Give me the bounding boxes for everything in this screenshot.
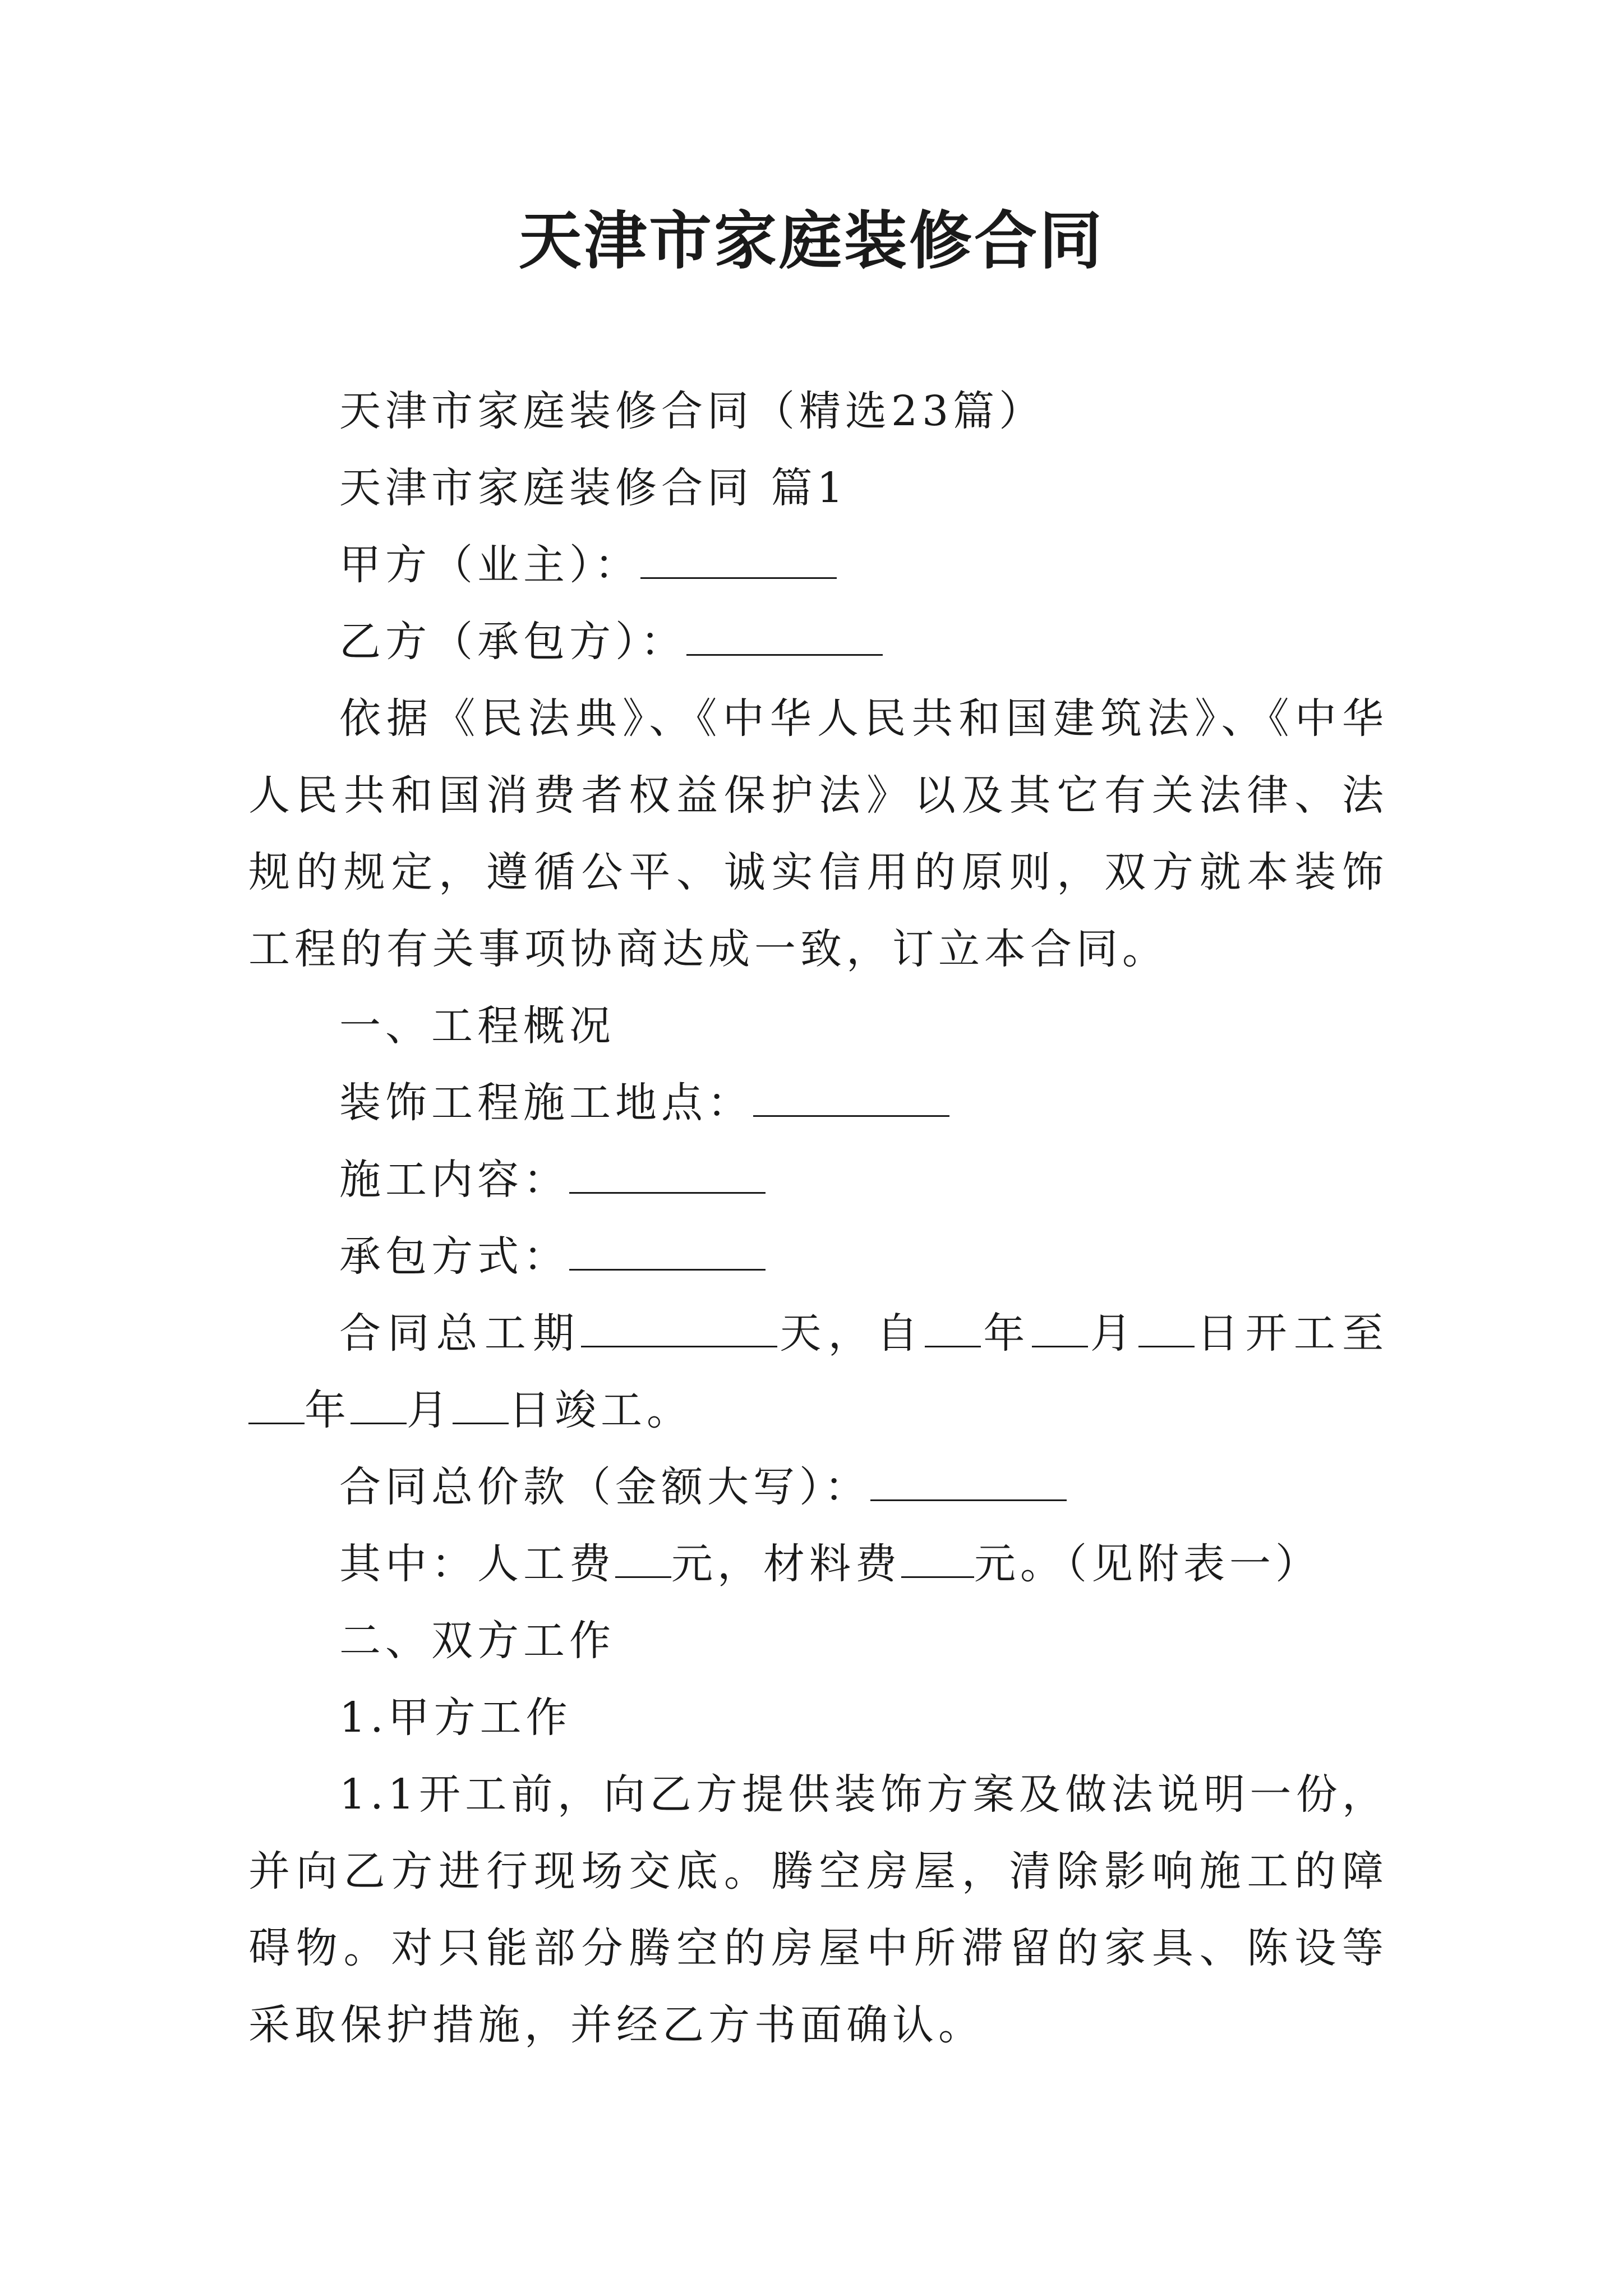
duration-text-h: 日竣工。 xyxy=(509,1386,693,1434)
end-year-blank xyxy=(248,1389,305,1424)
material-cost-blank xyxy=(901,1543,974,1578)
duration-text-g: 月 xyxy=(407,1386,453,1434)
paragraph-section-heading: 天津市家庭装修合同 篇1 xyxy=(339,464,848,512)
work-content-label: 施工内容： xyxy=(339,1156,569,1204)
party-b-label: 乙方（承包方）： xyxy=(339,618,686,666)
party-a-blank xyxy=(640,544,837,579)
end-day-blank xyxy=(453,1389,509,1424)
duration-text-c: 年 xyxy=(981,1309,1032,1358)
contract-method-line xyxy=(248,1218,1388,1295)
total-price-blank xyxy=(870,1466,1067,1501)
start-month-blank xyxy=(1032,1312,1088,1347)
party-a-label: 甲方（业主）： xyxy=(339,541,640,589)
end-month-blank xyxy=(351,1389,407,1424)
paragraph-clause-1-1: 1.1开工前，向乙方提供装饰方案及做法说明一份，并向乙方进行现场交底。腾空房屋，清除影响施工的障碍物。对只能部分腾空的房屋中所滞留的家具、陈设等采取保护措施，并经乙方书面确认。 xyxy=(248,1770,1388,2049)
heading-party-a-duties: 1.甲方工作 xyxy=(339,1694,572,1742)
party-b-line xyxy=(248,604,1388,680)
document-title: 天津市家庭装修合同 xyxy=(519,204,1104,278)
total-price-label: 合同总价款（金额大写）： xyxy=(339,1463,870,1511)
duration-text-f: 年 xyxy=(305,1386,351,1434)
cost-breakdown-line xyxy=(248,1526,1388,1603)
cost-text-c: 元。（见附表一） xyxy=(974,1540,1321,1588)
duration-text-b: 天，自 xyxy=(777,1309,925,1358)
duration-text-a: 合同总工期 xyxy=(339,1309,582,1358)
duration-text-e: 日开工至 xyxy=(1195,1309,1389,1358)
start-day-blank xyxy=(1138,1312,1195,1347)
cost-text-a: 其中：人工费 xyxy=(339,1540,615,1588)
heading-party-duties: 二、双方工作 xyxy=(339,1617,615,1665)
contract-method-blank xyxy=(569,1235,766,1271)
site-location-blank xyxy=(753,1082,949,1117)
site-location-line xyxy=(248,1065,1388,1142)
document-body xyxy=(248,373,1388,2064)
heading-project-overview: 一、工程概况 xyxy=(339,1002,615,1050)
start-year-blank xyxy=(925,1312,981,1347)
labor-cost-blank xyxy=(615,1543,671,1578)
work-content-line xyxy=(248,1142,1388,1218)
party-a-line xyxy=(248,527,1388,604)
total-price-line xyxy=(248,1449,1388,1526)
party-b-blank xyxy=(686,620,883,656)
duration-days-blank xyxy=(581,1312,777,1347)
work-content-blank xyxy=(569,1158,766,1194)
site-location-label: 装饰工程施工地点： xyxy=(339,1079,753,1127)
cost-text-b: 元，材料费 xyxy=(671,1540,901,1588)
paragraph-legal-basis: 依据《民法典》、《中华人民共和国建筑法》、《中华人民共和国消费者权益保护法》以及其它有关法律、法规的规定，遵循公平、诚实信用的原则，双方就本装饰工程的有关事项协商达成一致，订立本合同。 xyxy=(248,694,1388,973)
contract-method-label: 承包方式： xyxy=(339,1232,569,1281)
duration-paragraph xyxy=(248,1295,1388,1449)
paragraph-subtitle: 天津市家庭装修合同（精选23篇） xyxy=(339,387,1045,435)
duration-text-d: 月 xyxy=(1087,1309,1139,1358)
